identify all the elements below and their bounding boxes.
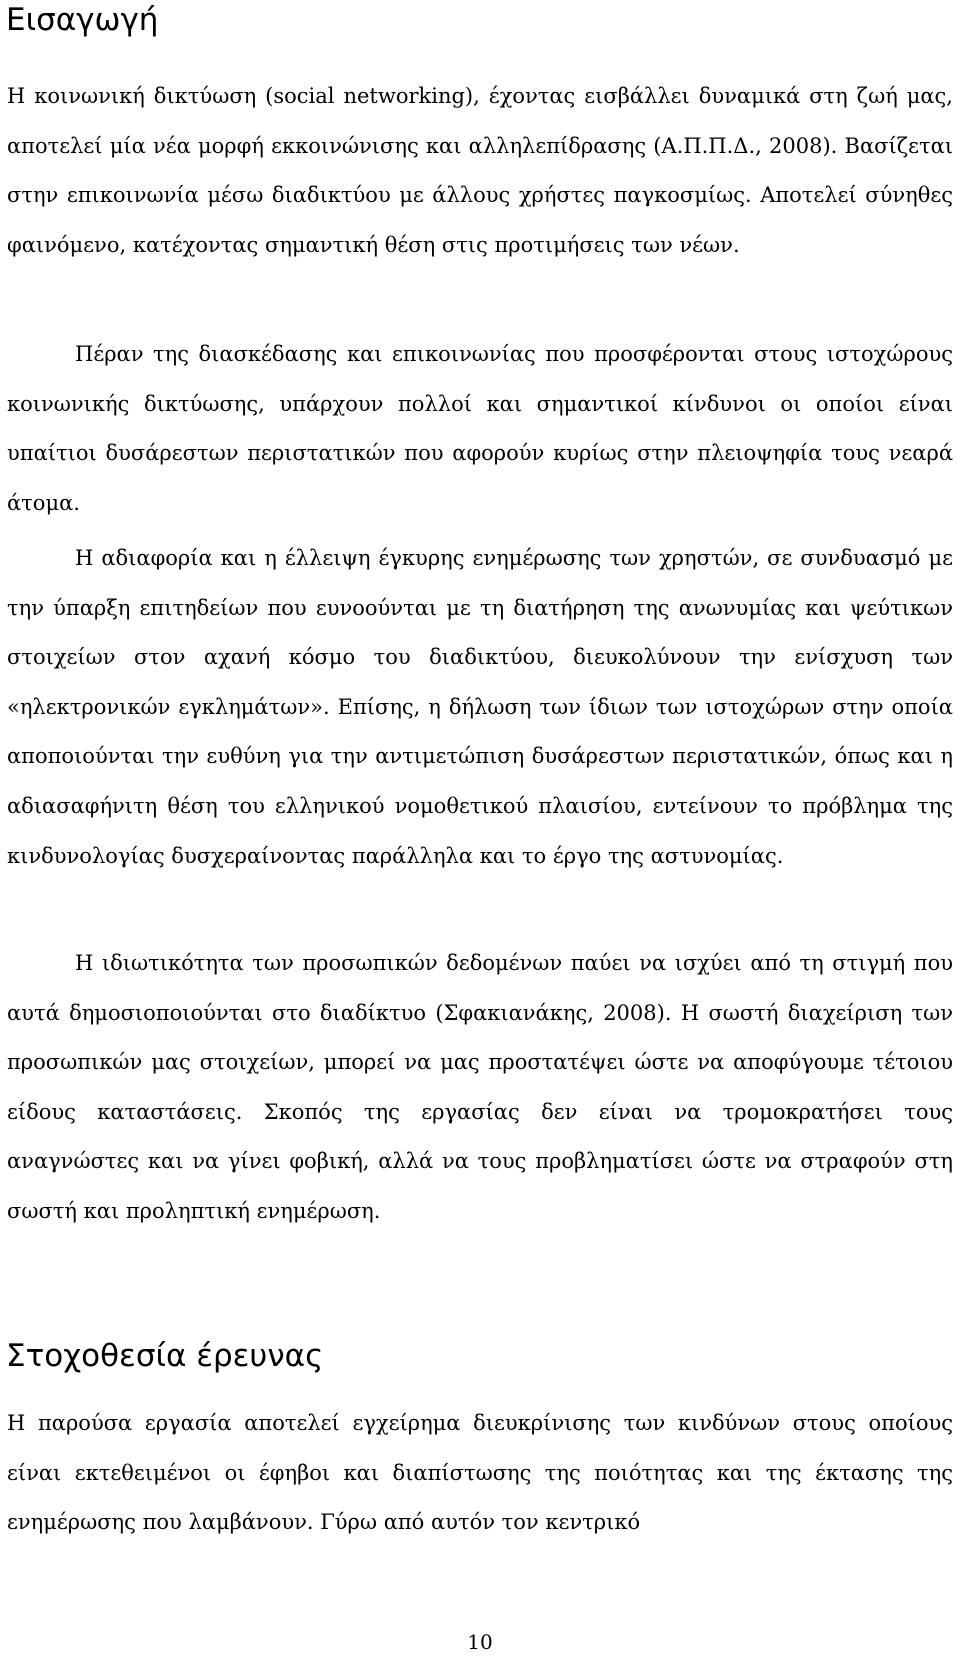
introduction-paragraph-2: Πέραν της διασκέδασης και επικοινωνίας που προσφέρονται στους ιστοχώρους κοινωνικής δικτύωσης, υπάρχουν πολλοί και σημαντικοί κίνδυνοι οι οποίοι είναι υπαίτιοι δυσάρεστων περιστατικών που αφορούν κυρίως στην πλειοψηφία τους νεαρά άτομα. bbox=[7, 342, 953, 515]
research-goals-paragraph-1: Η παρούσα εργασία αποτελεί εγχείρημα διευκρίνισης των κινδύνων στους οποίους είναι εκτεθειμένοι οι έφηβοι και διαπίστωσης της ποιότητας και της έκτασης της ενημέρωσης που λαμβάνουν. Γύρω από αυτόν τον κεντρικό bbox=[7, 1411, 953, 1535]
introduction-paragraph-3: Η αδιαφορία και η έλλειψη έγκυρης ενημέρωσης των χρηστών, σε συνδυασμό με την ύπαρξη επιτηδείων που ευνοούνται με τη διατήρηση της ανωνυμίας και ψεύτικων στοιχείων στον αχανή κόσμο του διαδικτύου, διευκολύνουν την ενίσχυση των «ηλεκτρονικών εγκλημάτων». Επίσης, η δήλωση των ίδιων των ιστοχώρων στην οποία αποποιούνται την ευθύνη για την αντιμετώπιση δυσάρεστων περιστατικών, όπως και η αδιασαφήνιτη θέση του ελληνικού νομοθετικού πλαισίου, εντείνουν το πρόβλημα της κινδυνολογίας δυσχεραίνοντας παράλληλα και το έργο της αστυνομίας. bbox=[7, 546, 953, 868]
introduction-paragraph-1: Η κοινωνική δικτύωση (social networking), έχοντας εισβάλλει δυναμικά στη ζωή μας, αποτελεί μία νέα μορφή εκκοινώνισης και αλληλεπίδρασης (Α.Π.Π.Δ., 2008). Βασίζεται στην επικοινωνία μέσω διαδικτύου με άλλους χρήστες παγκοσμίως. Αποτελεί σύνηθες φαινόμενο, κατέχοντας σημαντική θέση στις προτιμήσεις των νέων. bbox=[7, 84, 953, 257]
page-number: 10 bbox=[467, 1630, 493, 1654]
section-heading-introduction: Εισαγωγή bbox=[6, 2, 159, 38]
section-heading-research-goals: Στοχοθεσία έρευνας bbox=[6, 1338, 324, 1374]
introduction-paragraph-4: Η ιδιωτικότητα των προσωπικών δεδομένων παύει να ισχύει από τη στιγμή που αυτά δημοσιοποιούνται στο διαδίκτυο (Σφακιανάκης, 2008). Η σωστή διαχείριση των προσωπικών μας στοιχείων, μπορεί να μας προστατέψει ώστε να αποφύγουμε τέτοιου είδους καταστάσεις. Σκοπός της εργασίας δεν είναι να τρομοκρατήσει τους αναγνώστες και να γίνει φοβική, αλλά να τους προβληματίσει ώστε να στραφούν στη σωστή και προληπτική ενημέρωση. bbox=[7, 951, 953, 1223]
